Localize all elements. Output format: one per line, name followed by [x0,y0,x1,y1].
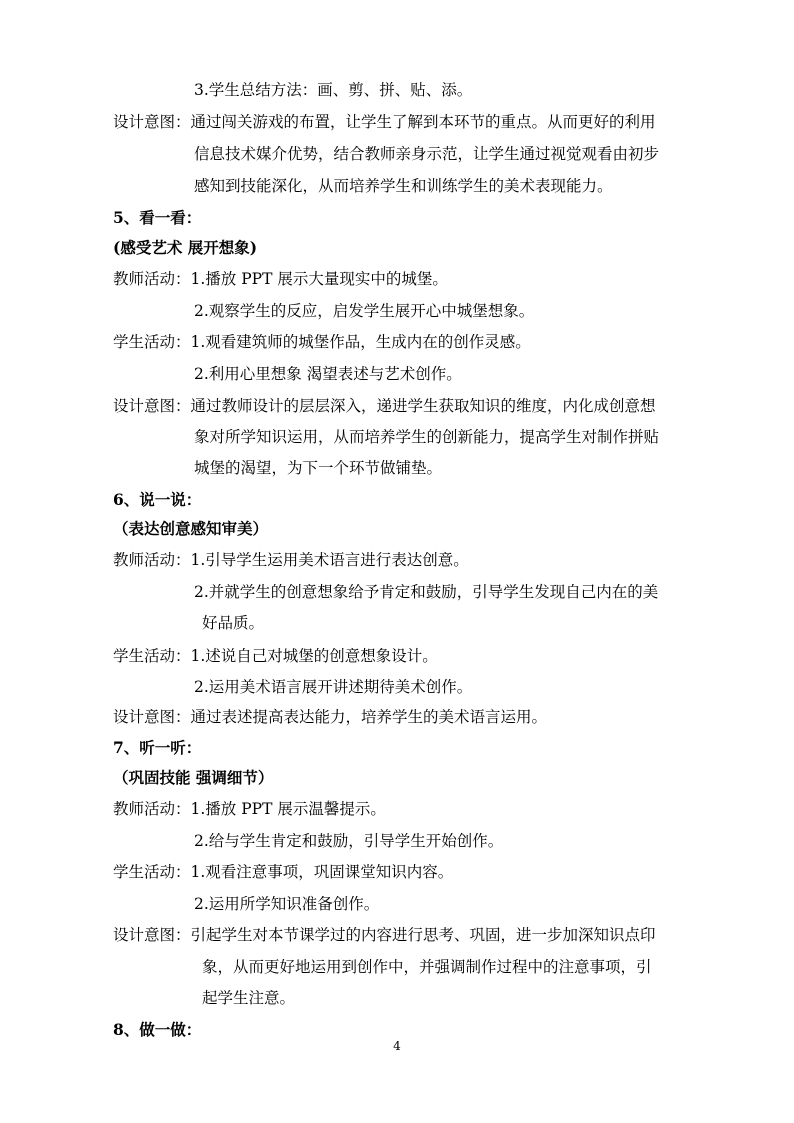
teacher-activity-line: 2.观察学生的反应，启发学生展开心中城堡想象。 [194,302,535,320]
student-activity-line: 2.运用所学知识准备创作。 [194,895,380,913]
teacher-activity-line: 教师活动：1.播放 PPT 展示大量现实中的城堡。 [113,270,448,288]
section-heading-7: 7、听一听： [113,738,202,757]
teacher-activity-line: 教师活动：1.播放 PPT 展示温馨提示。 [113,800,386,818]
design-intent-line: 设计意图：引起学生对本节课学过的内容进行思考、巩固，进一步加深知识点印 [113,926,656,944]
design-intent-line: 设计意图：通过教师设计的层层深入，递进学生获取知识的维度，内化成创意想 [113,397,656,415]
section-heading-5: 5、看一看： [113,208,202,227]
design-intent-line: 设计意图：通过闯关游戏的布置，让学生了解到本环节的重点。从而更好的利用 [113,113,656,131]
student-activity-line: 学生活动：1.述说自己对城堡的创意想象设计。 [113,647,438,665]
student-activity-line: 2.运用美术语言展开讲述期待美术创作。 [194,678,473,696]
design-intent-line: 起学生注意。 [202,989,296,1007]
design-intent-line: 感知到技能深化，从而培养学生和训练学生的美术表现能力。 [194,177,613,195]
design-intent-line: 城堡的渴望，为下一个环节做铺垫。 [194,459,443,477]
teacher-activity-line: 教师活动：1.引导学生运用美术语言进行表达创意。 [113,551,469,569]
teacher-activity-line: 2.并就学生的创意想象给予肯定和鼓励，引导学生发现自己内在的美 [194,583,659,601]
section-subheading: （巩固技能 强调细节） [113,768,274,787]
section-subheading: （表达创意感知审美） [113,519,269,538]
design-intent-line: 象，从而更好地运用到创作中，并强调制作过程中的注意事项，引 [202,958,652,976]
student-activity-line: 学生活动：1.观看注意事项，巩固课堂知识内容。 [113,863,454,881]
page-number: 4 [393,1039,401,1053]
method-summary-line: 3.学生总结方法：画、剪、拼、贴、添。 [194,81,473,99]
section-subheading: (感受艺术 展开想象) [113,238,258,257]
teacher-activity-line: 好品质。 [202,614,265,632]
design-intent-line: 信息技术媒介优势，结合教师亲身示范，让学生通过视觉观看由初步 [194,145,660,163]
design-intent-line: 设计意图：通过表述提高表达能力，培养学生的美术语言运用。 [113,708,548,726]
student-activity-line: 2.利用心里想象 渴望表述与艺术创作。 [194,365,462,383]
student-activity-line: 学生活动：1.观看建筑师的城堡作品，生成内在的创作灵感。 [113,333,531,351]
teacher-activity-line: 2.给与学生肯定和鼓励，引导学生开始创作。 [194,832,504,850]
design-intent-line: 象对所学知识运用，从而培养学生的创新能力，提高学生对制作拼贴 [194,428,660,446]
section-heading-6: 6、说一说： [113,490,202,509]
section-heading-8: 8、做一做： [113,1020,202,1039]
